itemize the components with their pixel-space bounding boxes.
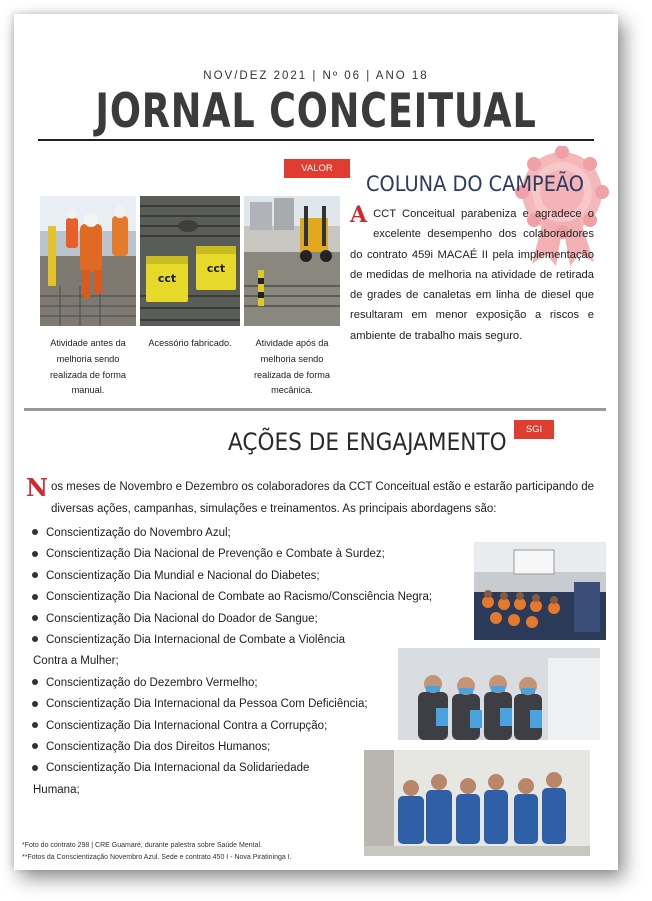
footnote-1: *Foto do contrato 298 | CRE Guamaré, durante palestra sobre Saúde Mental. bbox=[22, 842, 262, 849]
bullet-icon bbox=[32, 636, 38, 642]
photo-novembro-azul-group-2 bbox=[364, 750, 590, 856]
engagement-intro bbox=[26, 473, 614, 520]
bullet-icon bbox=[32, 529, 38, 535]
list-item: Conscientização Dia Nacional do Doador de Sangue; bbox=[26, 609, 432, 630]
bullet-icon bbox=[32, 551, 38, 557]
list-item-continuation: Contra a Mulher; bbox=[33, 655, 119, 668]
issue-line: NOV/DEZ 2021 | Nº 06 | ANO 18 bbox=[203, 70, 429, 82]
photo-manual-activity bbox=[40, 196, 136, 326]
newsletter-page bbox=[14, 14, 618, 870]
photo-auditorium-talk bbox=[474, 542, 606, 640]
bullet-icon bbox=[32, 743, 38, 749]
dropcap-n: N bbox=[26, 473, 48, 502]
champion-body: CCT Conceitual parabeniza e agradece o excelente desempenho dos colaboradores do contrato 459i MACAÉ II pela implementação de medidas de melhoria na atividade de retirada de grades de canaletas em linha de diesel que resultaram em menor exposição a riscos e ambiente de trabalho mais seguro. bbox=[350, 208, 594, 342]
bullet-icon bbox=[32, 679, 38, 685]
champion-column-text bbox=[350, 204, 594, 346]
engagement-intro-text: os meses de Novembro e Dezembro os colaboradores da CCT Conceitual estão e estarão participando de diversas ações, campanhas, simulações e treinamentos. As principais abordagens são: bbox=[50, 481, 595, 515]
photo-mechanical-caption: Atividade após da melhoria sendo realizada de forma mecânica. bbox=[253, 338, 331, 396]
bullet-icon bbox=[32, 572, 38, 578]
masthead-title: JORNAL CONCEITUAL bbox=[95, 84, 537, 139]
sgi-tag: SGI bbox=[514, 420, 554, 439]
footnote-2: **Fotos da Conscientização Novembro Azul. Sede e contrato 450 I - Nova Piratininga I. bbox=[22, 854, 292, 861]
accessory-logo-left: cct bbox=[157, 272, 177, 285]
header-divider bbox=[38, 139, 594, 141]
list-item: Conscientização Dia Internacional Contra a Corrupção; bbox=[26, 716, 432, 737]
list-item-continuation: Humana; bbox=[33, 783, 80, 796]
valor-tag: VALOR bbox=[284, 159, 350, 178]
list-item: Conscientização Dia Nacional de Prevenção e Combate à Surdez; bbox=[26, 544, 432, 565]
champion-column-title: COLUNA DO CAMPEÃO bbox=[366, 172, 584, 196]
list-item: Conscientização Dia Internacional da Solidariedade bbox=[26, 758, 432, 779]
bullet-icon bbox=[32, 701, 38, 707]
bullet-icon bbox=[32, 594, 38, 600]
bullet-icon bbox=[32, 615, 38, 621]
bullet-icon bbox=[32, 765, 38, 771]
dropcap-a: A bbox=[350, 202, 368, 228]
list-item: Conscientização Dia Internacional da Pessoa Com Deficiência; bbox=[26, 694, 432, 715]
photo-novembro-azul-group-1 bbox=[398, 648, 600, 740]
photo-accessory-caption: Acessório fabricado. bbox=[148, 338, 232, 348]
list-item: Conscientização Dia dos Direitos Humanos; bbox=[26, 737, 432, 758]
list-item: Conscientização Dia Nacional de Combate ao Racismo/Consciência Negra; bbox=[26, 587, 432, 608]
list-item: Conscientização do Dezembro Vermelho; bbox=[26, 673, 432, 694]
accessory-logo-right: cct bbox=[206, 262, 226, 275]
bullet-icon bbox=[32, 722, 38, 728]
section-divider bbox=[24, 408, 606, 411]
photo-accessory bbox=[140, 196, 240, 326]
photo-manual-caption: Atividade antes da melhoria sendo realizada de forma manual. bbox=[49, 338, 127, 396]
list-item: Conscientização Dia Internacional de Combate a Violência bbox=[26, 630, 432, 651]
list-item: Conscientização do Novembro Azul; bbox=[26, 523, 432, 544]
photo-mechanical-activity bbox=[244, 196, 340, 326]
engagement-section-title: AÇÕES DE ENGAJAMENTO bbox=[228, 428, 507, 456]
list-item: Conscientização Dia Mundial e Nacional do Diabetes; bbox=[26, 566, 432, 587]
